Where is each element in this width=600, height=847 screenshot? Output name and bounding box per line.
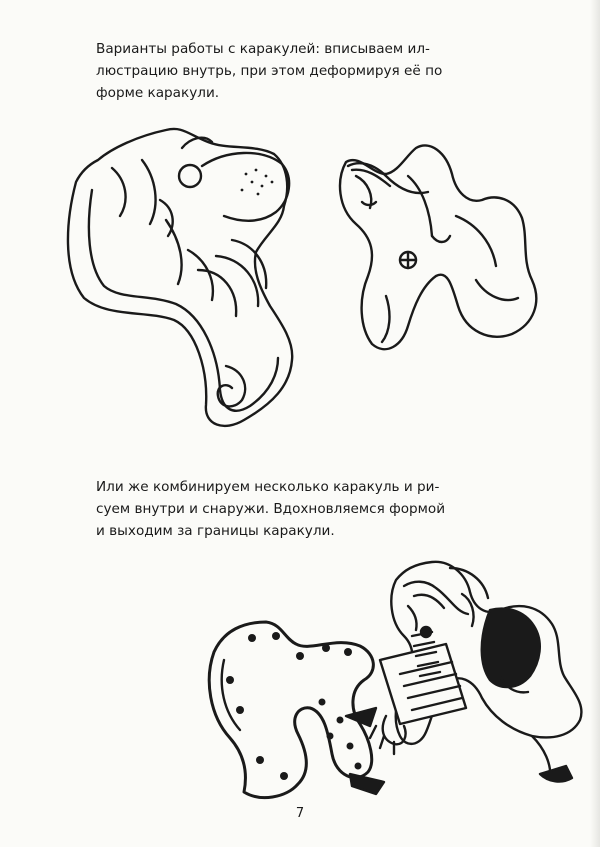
doodle-illustrations-top [56,120,556,440]
intro-paragraph [96,38,506,104]
second-line-1: Или же комбинируем несколько каракуль и ри- [96,479,440,495]
page-number: 7 [295,806,305,821]
intro-line-2: люстрацию внутрь, при этом деформируя её по [96,63,443,79]
doodle-face-with-nose-and-hair-illustration [68,129,292,426]
intro-line-3: форме каракули. [96,85,220,101]
second-line-2: суем внутри и снаружи. Вдохновляемся формой [96,501,446,517]
doodle-combined-figures-illustration [200,540,590,810]
doodle-woman-bending-illustration [340,146,536,350]
page-edge-shadow [590,0,600,847]
second-line-3: и выходим за границы каракули. [96,523,335,539]
second-paragraph [96,476,506,542]
intro-line-1: Варианты работы с каракулей: вписываем ил- [96,41,430,57]
